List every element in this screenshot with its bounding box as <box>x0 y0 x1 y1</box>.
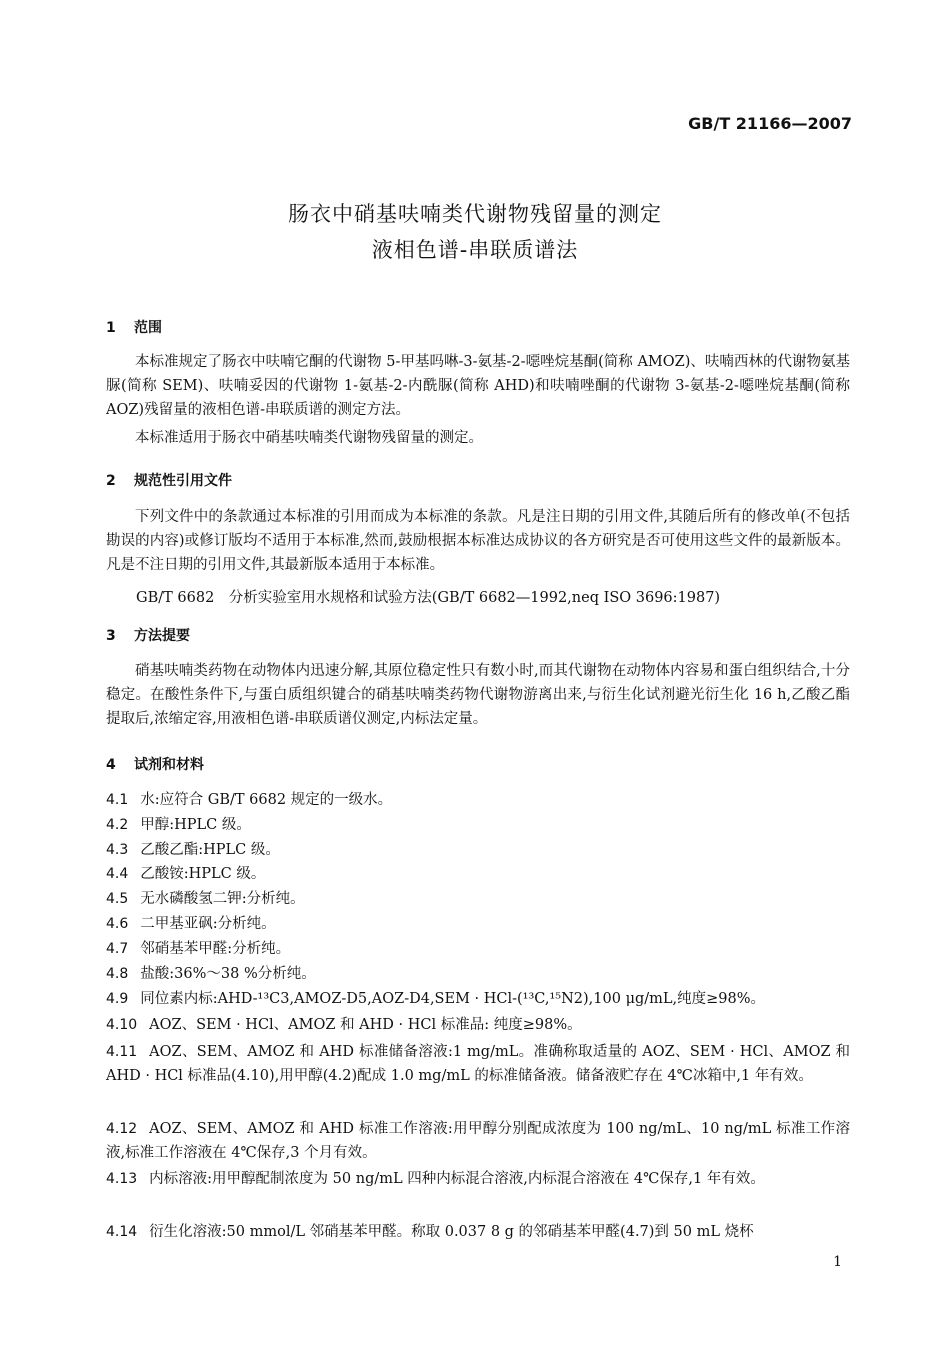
list-item <box>106 1117 850 1165</box>
section-3-heading <box>106 625 190 645</box>
list-item <box>106 1220 850 1244</box>
section-4-heading <box>106 754 204 774</box>
standard-code: GB/T 21166—2007 <box>688 114 852 133</box>
item-text: 衍生化溶液:50 mmol/L 邻硝基苯甲醛。称取 0.037 8 g 的邻硝基苯甲醛(4.7)到 50 mL 烧杯 <box>149 1224 754 1240</box>
document-title-line1: 肠衣中硝基呋喃类代谢物残留量的测定 <box>288 202 662 226</box>
item-number: 4.1 <box>106 792 129 808</box>
item-number: 4.4 <box>106 866 129 882</box>
item-number: 4.8 <box>106 966 129 982</box>
list-item <box>106 912 850 936</box>
item-number: 4.5 <box>106 891 129 907</box>
section-2-paragraph-1: 下列文件中的条款通过本标准的引用而成为本标准的条款。凡是注日期的引用文件,其随后所有的修改单(不包括勘误的内容)或修订版均不适用于本标准,然而,鼓励根据本标准达成协议的各方研究是否可使用这些文件的最新版本。凡是不注日期的引用文件,其最新版本适用于本标准。 <box>106 509 850 573</box>
item-number: 4.6 <box>106 916 129 932</box>
item-number: 4.10 <box>106 1017 138 1033</box>
list-item <box>106 1013 850 1037</box>
list-item <box>106 1040 850 1088</box>
list-item <box>106 962 850 986</box>
section-number: 3 <box>106 628 116 644</box>
section-number: 2 <box>106 473 116 489</box>
item-number: 4.7 <box>106 941 129 957</box>
item-text: 内标溶液:用甲醇配制浓度为 50 ng/mL 四种内标混合溶液,内标混合溶液在 4℃保存,1 年有效。 <box>149 1171 765 1187</box>
list-item <box>106 813 850 837</box>
item-text: 乙酸乙酯:HPLC 级。 <box>140 842 280 858</box>
section-title: 试剂和材料 <box>134 757 204 773</box>
section-1-heading <box>106 317 162 337</box>
list-item <box>106 1167 850 1191</box>
section-2-heading <box>106 470 232 490</box>
item-text: AOZ、SEM、AMOZ 和 AHD 标准储备溶液:1 mg/mL。准确称取适量的 AOZ、SEM · HCl、AMOZ 和 AHD · HCl 标准品(4.10),用甲醇(4.2)配成 1.0 mg/mL 的标准储备液。储备液贮存在 4℃冰箱中,1 年有效。 <box>106 1044 850 1084</box>
item-text: 无水磷酸氢二钾:分析纯。 <box>140 891 305 907</box>
normative-reference: GB/T 6682 分析实验室用水规格和试验方法(GB/T 6682—1992,neq ISO 3696:1987) <box>136 590 721 606</box>
item-text: 同位素内标:AHD-¹³C3,AMOZ-D5,AOZ-D4,SEM · HCl-(¹³C,¹⁵N2),100 μg/mL,纯度≥98%。 <box>140 991 766 1007</box>
item-number: 4.14 <box>106 1224 138 1240</box>
item-text: AOZ、SEM、AMOZ 和 AHD 标准工作溶液:用甲醇分别配成浓度为 100 ng/mL、10 ng/mL 标准工作溶液,标准工作溶液在 4℃保存,3 个月有效。 <box>106 1121 850 1161</box>
section-number: 1 <box>106 320 116 336</box>
item-number: 4.9 <box>106 991 129 1007</box>
list-item <box>106 987 850 1011</box>
item-text: 邻硝基苯甲醛:分析纯。 <box>140 941 291 957</box>
section-1-paragraph-1: 本标准规定了肠衣中呋喃它酮的代谢物 5-甲基吗啉-3-氨基-2-噁唑烷基酮(简称 AMOZ)、呋喃西林的代谢物氨基脲(简称 SEM)、呋喃妥因的代谢物 1-氨基-2-内酰脲(简称 AHD)和呋喃唑酮的代谢物 3-氨基-2-噁唑烷基酮(简称 AOZ)残留量的液相色谱-串联质谱的测定方法。 <box>106 354 850 418</box>
item-text: AOZ、SEM · HCl、AMOZ 和 AHD · HCl 标准品: 纯度≥98%。 <box>149 1017 582 1033</box>
section-title: 方法提要 <box>134 628 190 644</box>
item-text: 盐酸:36%～38 %分析纯。 <box>140 966 316 982</box>
item-number: 4.13 <box>106 1171 138 1187</box>
section-title: 范围 <box>134 320 162 336</box>
list-item <box>106 788 850 812</box>
list-item <box>106 887 850 911</box>
list-item <box>106 838 850 862</box>
section-1-paragraph-2: 本标准适用于肠衣中硝基呋喃类代谢物残留量的测定。 <box>135 430 483 446</box>
item-number: 4.11 <box>106 1044 138 1060</box>
item-text: 乙酸铵:HPLC 级。 <box>140 866 266 882</box>
item-number: 4.3 <box>106 842 129 858</box>
section-number: 4 <box>106 757 116 773</box>
item-text: 水:应符合 GB/T 6682 规定的一级水。 <box>140 792 393 808</box>
item-text: 二甲基亚砜:分析纯。 <box>140 916 276 932</box>
item-number: 4.2 <box>106 817 129 833</box>
list-item <box>106 937 850 961</box>
document-title-line2: 液相色谱-串联质谱法 <box>371 238 579 262</box>
page-number: 1 <box>833 1254 842 1270</box>
section-title: 规范性引用文件 <box>134 473 232 489</box>
item-number: 4.12 <box>106 1121 138 1137</box>
list-item <box>106 862 850 886</box>
section-3-paragraph-1: 硝基呋喃类药物在动物体内迅速分解,其原位稳定性只有数小时,而其代谢物在动物体内容易和蛋白组织结合,十分稳定。在酸性条件下,与蛋白质组织键合的硝基呋喃类药物代谢物游离出来,与衍生化试剂避光衍生化 16 h,乙酸乙酯提取后,浓缩定容,用液相色谱-串联质谱仪测定,内标法定量。 <box>106 663 850 727</box>
item-text: 甲醇:HPLC 级。 <box>140 817 251 833</box>
